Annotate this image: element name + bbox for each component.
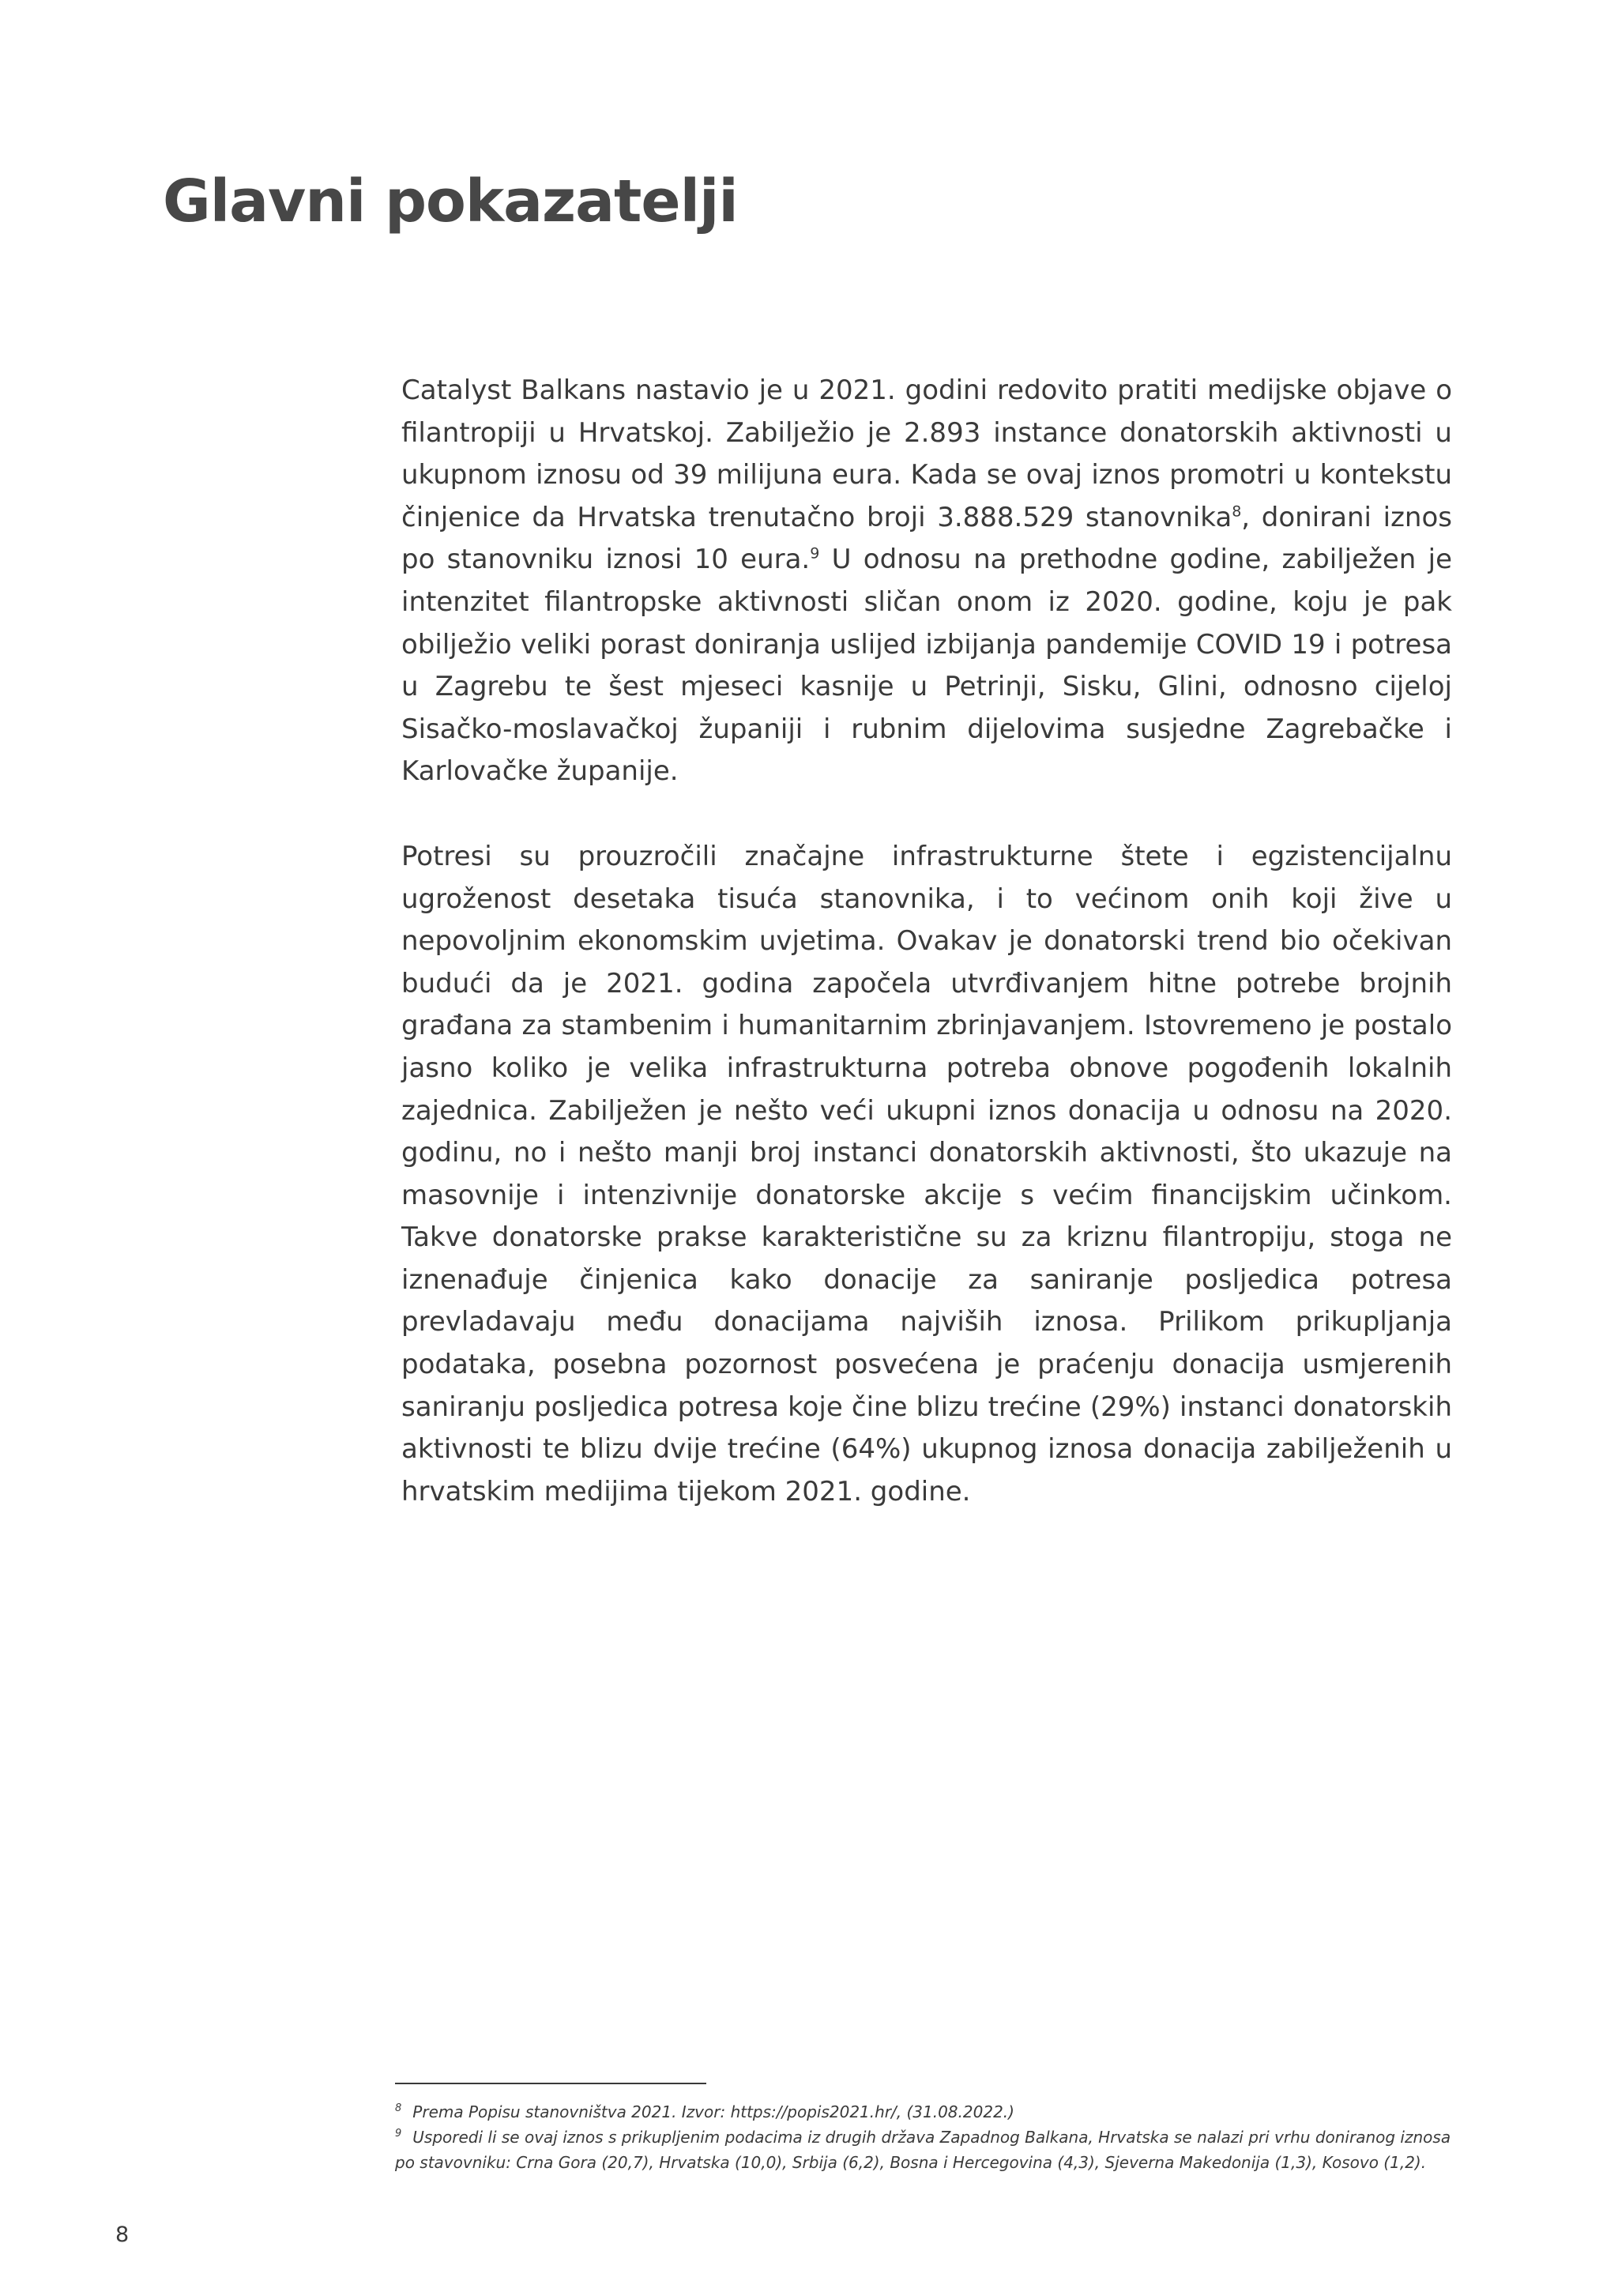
page-title: Glavni pokazatelji <box>163 167 738 235</box>
body-text <box>401 370 1452 1513</box>
footnote-text: Prema Popisu stanovništva 2021. Izvor: https://popis2021.hr/, (31.08.2022.) <box>412 2102 1014 2121</box>
page-number: 8 <box>115 2223 130 2247</box>
footnote-text: Usporedi li se ovaj iznos s prikupljenim podacima iz drugih država Zapadnog Balkana, Hrvatska se nalazi pri vrhu doniranog iznosa po stavovniku: Crna Gora (20,7), Hrvatska (10,0), Srbija (6,2), Bosna i Hercegovina (4,3), Sjeverna Makedonija (1,3), Kosovo (1,2). <box>395 2128 1451 2172</box>
paragraph-intro-part-2: , donirani iznos po stanovniku iznosi 10 eura. <box>401 501 1452 576</box>
footnote-8 <box>395 2099 1458 2125</box>
footnote-ref-9[interactable]: 9 <box>810 545 820 563</box>
footnote-divider <box>395 2083 706 2084</box>
paragraph-intro-part-3: U odnosu na prethodne godine, zabilježen je intenzitet filantropske aktivnosti sličan onom iz 2020. godine, koju je pak obilježio veliki porast doniranja uslijed izbijanja pandemije COVID 19 i potresa u Zagrebu te šest mjeseci kasnije u Petrinji, Sisku, Glini, odnosno cijeloj Sisačko-moslavačkoj županiji i rubnim dijelovima susjedne Zagrebačke i Karlovačke županije. <box>401 544 1452 788</box>
footnote-ref-8[interactable]: 8 <box>1232 502 1242 521</box>
footnote-number: 8 <box>395 2102 402 2115</box>
footnote-9 <box>395 2125 1458 2175</box>
paragraph-intro-part-1: Catalyst Balkans nastavio je u 2021. godini redovito pratiti medijske objave o filantropiji u Hrvatskoj. Zabilježio je 2.893 instance donatorskih aktivnosti u ukupnom iznosu od 39 milijuna eura. Kada se ovaj iznos promotri u kontekstu činjenice da Hrvatska trenutačno broji 3.888.529 stanovnika <box>401 375 1452 533</box>
footnotes <box>395 2099 1458 2175</box>
footnote-number: 9 <box>395 2128 402 2140</box>
paragraph-earthquakes: Potresi su prouzročili značajne infrastrukturne štete i egzistencijalnu ugroženost desetaka tisuća stanovnika, i to većinom onih koji žive u nepovoljnim ekonomskim uvjetima. Ovakav je donatorski trend bio očekivan budući da je 2021. godina započela utvrđivanjem hitne potrebe brojnih građana za stambenim i humanitarnim zbrinjavanjem. Istovremeno je postalo jasno koliko je velika infrastrukturna potreba obnove pogođenih lokalnih zajednica. Zabilježen je nešto veći ukupni iznos donacija u odnosu na 2020. godinu, no i nešto manji broj instanci donatorskih aktivnosti, što ukazuje na masovnije i intenzivnije donatorske akcije s većim financijskim učinkom. Takve donatorske prakse karakteristične su za kriznu filantropiju, stoga ne iznenađuje činjenica kako donacije za saniranje posljedica potresa prevladavaju među donacijama najviših iznosa. Prilikom prikupljanja podataka, posebna pozornost posvećena je praćenju donacija usmjerenih saniranju posljedica potresa koje čine blizu trećine (29%) instanci donatorskih aktivnosti te blizu dvije trećine (64%) ukupnog iznosa donacija zabilježenih u hrvatskim medijima tijekom 2021. godine. <box>401 840 1452 1507</box>
paragraph-intro <box>401 370 1452 793</box>
